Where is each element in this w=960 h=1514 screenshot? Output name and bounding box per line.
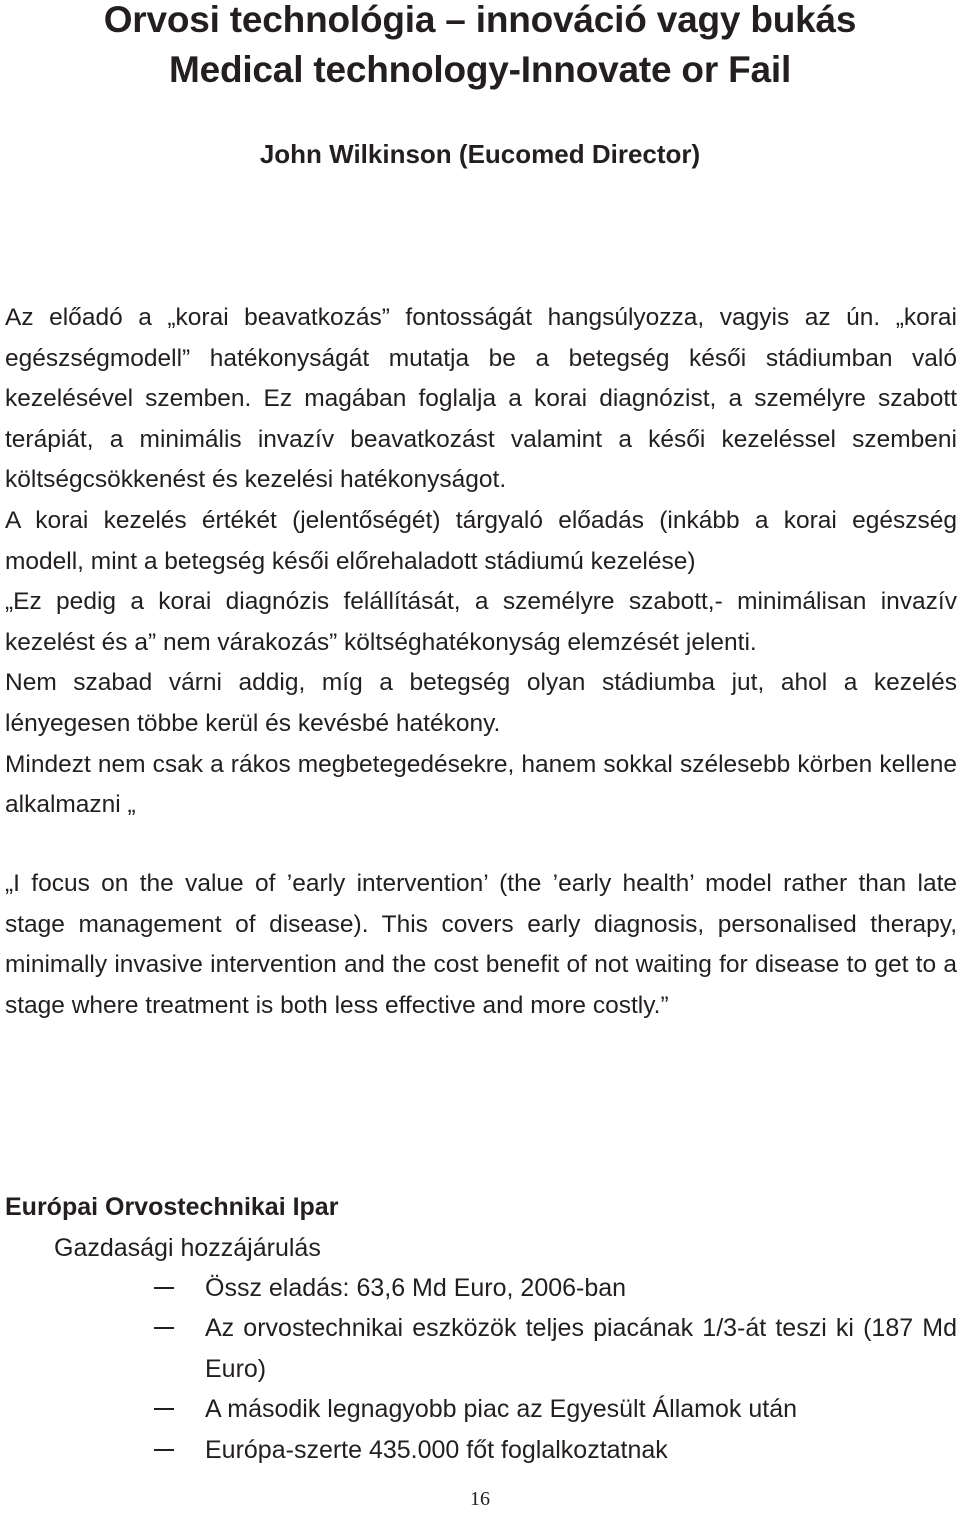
english-quote: [5, 864, 957, 1026]
dash-icon: [154, 1287, 174, 1289]
section-title: Európai Orvostechnikai Ipar: [5, 1193, 339, 1221]
bullet-item: [0, 1389, 960, 1429]
bullet-list: [0, 1268, 960, 1470]
abstract-paragraph: Nem szabad várni addig, míg a betegség olyan stádiumba jut, ahol a kezelés lényegesen többe kerül és kevésbé hatékony.: [5, 669, 957, 737]
page-number: 16: [470, 1488, 490, 1510]
dash-icon: [154, 1408, 174, 1410]
bullet-text: Európa-szerte 435.000 főt foglalkoztatnak: [205, 1435, 668, 1464]
quote-paragraph: „I focus on the value of ’early intervention’ (the ’early health’ model rather than late stage management of disease). This covers early diagnosis, personalised therapy, minimally invasive intervention and the cost benefit of not waiting for disease to get to a stage where treatment is both less effective and more costly.”: [5, 870, 957, 1019]
bullet-text: A második legnagyobb piac az Egyesült Államok után: [205, 1395, 798, 1424]
abstract-paragraph: „Ez pedig a korai diagnózis felállítását, a személyre szabott,- minimálisan invazív kezelést és a” nem várakozás” költséghatékonyság elemzését jelenti.: [5, 588, 957, 656]
dash-icon: [154, 1449, 174, 1451]
bullet-item: [0, 1268, 960, 1308]
author-line: John Wilkinson (Eucomed Director): [259, 139, 701, 169]
abstract-paragraph: Az előadó a „korai beavatkozás” fontosságát hangsúlyozza, vagyis az ún. „korai egészségmodell” hatékonyságát mutatja be a betegség késői stádiumban való kezelésével szemben. Ez magában foglalja a korai diagnózist, a személyre szabott terápiát, a minimális invazív beavatkozást valamint a késői kezeléssel szembeni költségcsökkenést és kezelési hatékonyságot.: [5, 304, 957, 494]
abstract-paragraph: Mindezt nem csak a rákos megbetegedésekre, hanem sokkal szélesebb körben kellene alkalmazni „: [5, 750, 957, 819]
title-english: Medical technology-Innovate or Fail: [168, 49, 792, 90]
title-hungarian: Orvosi technológia – innováció vagy bukás: [103, 0, 857, 40]
dash-icon: [154, 1327, 174, 1329]
bullet-item: [0, 1308, 960, 1389]
bullet-text: Az orvostechnikai eszközök teljes piacának 1/3-át teszi ki (187 Md Euro): [205, 1314, 957, 1383]
section-subtitle: Gazdasági hozzájárulás: [54, 1234, 321, 1262]
hungarian-abstract: [5, 298, 957, 826]
bullet-text: Össz eladás: 63,6 Md Euro, 2006-ban: [205, 1274, 627, 1302]
bullet-item: [0, 1430, 960, 1470]
abstract-paragraph: A korai kezelés értékét (jelentőségét) tárgyaló előadás (inkább a korai egészség modell, mint a betegség késői előrehaladott stádiumú kezelése): [5, 506, 957, 575]
